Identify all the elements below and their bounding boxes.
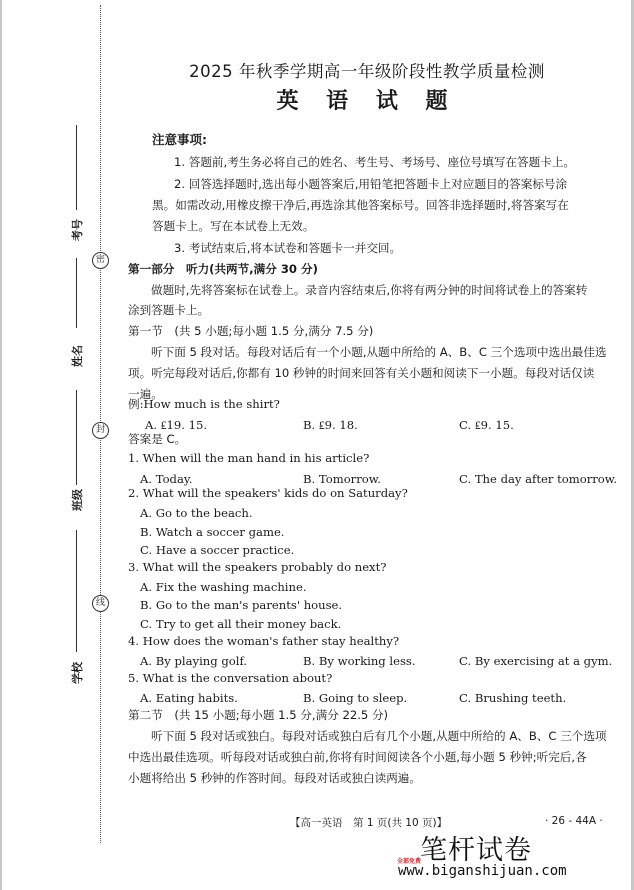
example-option-a: A. ₤19. 15. <box>145 418 208 432</box>
section1-instruction-1: 听下面 5 段对话。每段对话后有一个小题,从题中所给的 A、B、C 三个选项中选出最佳选 <box>151 345 607 359</box>
section2-heading: 第二节 (共 15 小题;每小题 1.5 分,满分 22.5 分) <box>128 708 389 722</box>
school-label: 学校 <box>71 662 84 684</box>
section1-instruction-3: 一遍。 <box>128 387 163 401</box>
class-label: 班级 <box>71 489 84 511</box>
page-edge-left <box>0 0 2 890</box>
part1-heading: 第一部分 听力(共两节,满分 30 分) <box>128 262 318 276</box>
school-blank <box>76 530 77 652</box>
name-blank <box>76 258 77 328</box>
section2-instruction-2: 中选出最佳选项。听每段对话或独白前,你将有时间阅读各个小题,每小题 5 秒钟;听完后,各 <box>128 750 587 764</box>
q2-option-a: A. Go to the beach. <box>140 506 253 520</box>
q3-option-a: A. Fix the washing machine. <box>140 580 307 594</box>
notice-heading: 注意事项: <box>152 132 207 147</box>
watermark-url[interactable]: www.biganshijuan.com <box>398 863 567 879</box>
example-answer: 答案是 C。 <box>128 432 187 446</box>
example-question: 例:How much is the shirt? <box>128 397 280 411</box>
subject-title: 英 语 试 题 <box>276 89 458 114</box>
section2-instruction-3: 小题将给出 5 秒钟的作答时间。每段对话或独白读两遍。 <box>128 771 421 785</box>
watermark-free-tag: 全部免费 <box>397 858 422 865</box>
question-1: 1. When will the man hand in his article? <box>128 451 370 465</box>
seal-xian-icon: 线 <box>92 595 109 612</box>
q4-option-c: C. By exercising at a gym. <box>459 654 613 668</box>
watermark-brand: 笔杆试卷 <box>420 835 532 866</box>
q5-option-c: C. Brushing teeth. <box>459 691 567 705</box>
question-5: 5. What is the conversation about? <box>128 671 333 685</box>
exam-number-label: 考号 <box>71 219 84 241</box>
seal-feng-icon: 封 <box>92 422 109 439</box>
q2-option-b: B. Watch a soccer game. <box>140 525 285 539</box>
q4-option-a: A. By playing golf. <box>140 654 248 668</box>
exam-title: 2025 年秋季学期高一年级阶段性教学质量检测 <box>189 62 545 81</box>
q1-option-a: A. Today. <box>140 472 193 486</box>
notice-item-2-cont2: 答题卡上。写在本试卷上无效。 <box>152 219 315 233</box>
question-4: 4. How does the woman's father stay healthy? <box>128 634 400 648</box>
q5-option-b: B. Going to sleep. <box>303 691 408 705</box>
seal-mi-icon: 密 <box>92 252 109 269</box>
q3-option-c: C. Try to get all their money back. <box>140 617 342 631</box>
notice-item-3: 3. 考试结束后,将本试卷和答题卡一并交回。 <box>174 241 402 255</box>
notice-item-2: 2. 回答选择题时,选出每小题答案后,用铅笔把答题卡上对应题目的答案标号涂 <box>174 177 568 191</box>
notice-item-1: 1. 答题前,考生务必将自己的姓名、考生号、考场号、座位号填写在答题卡上。 <box>174 155 576 169</box>
part1-instruction-1: 做题时,先将答案标在试卷上。录音内容结束后,你将有两分钟的时间将试卷上的答案转 <box>151 283 588 297</box>
exam-number-blank <box>76 125 77 210</box>
section1-instruction-2: 项。听完每段对话后,你都有 10 秒钟的时间来回答有关小题和阅读下一小题。每段对话仅读 <box>128 366 595 380</box>
q5-option-a: A. Eating habits. <box>140 691 238 705</box>
paper-code: · 26 - 44A · <box>545 815 603 827</box>
page-info: 【高一英语 第 1 页(共 10 页)】 <box>290 817 448 829</box>
question-3: 3. What will the speakers probably do next? <box>128 560 387 574</box>
section2-instruction-1: 听下面 5 段对话或独白。每段对话或独白后有几个小题,从题中所给的 A、B、C 三个选项 <box>151 729 607 743</box>
question-2: 2. What will the speakers' kids do on Saturday? <box>128 486 408 500</box>
example-option-b: B. ₤9. 18. <box>303 418 358 432</box>
q3-option-b: B. Go to the man's parents' house. <box>140 598 343 612</box>
q1-option-c: C. The day after tomorrow. <box>459 472 618 486</box>
notice-item-2-cont: 黑。如需改动,用橡皮擦干净后,再选涂其他答案标号。回答非选择题时,将答案写在 <box>152 198 569 212</box>
name-label: 姓名 <box>71 345 84 367</box>
class-blank <box>76 390 77 485</box>
q4-option-b: B. By working less. <box>303 654 416 668</box>
q1-option-b: B. Tomorrow. <box>303 472 381 486</box>
section1-heading: 第一节 (共 5 小题;每小题 1.5 分,满分 7.5 分) <box>128 324 374 338</box>
q2-option-c: C. Have a soccer practice. <box>140 543 295 557</box>
example-option-c: C. ₤9. 15. <box>459 418 514 432</box>
part1-instruction-2: 涂到答题卡上。 <box>128 303 210 317</box>
